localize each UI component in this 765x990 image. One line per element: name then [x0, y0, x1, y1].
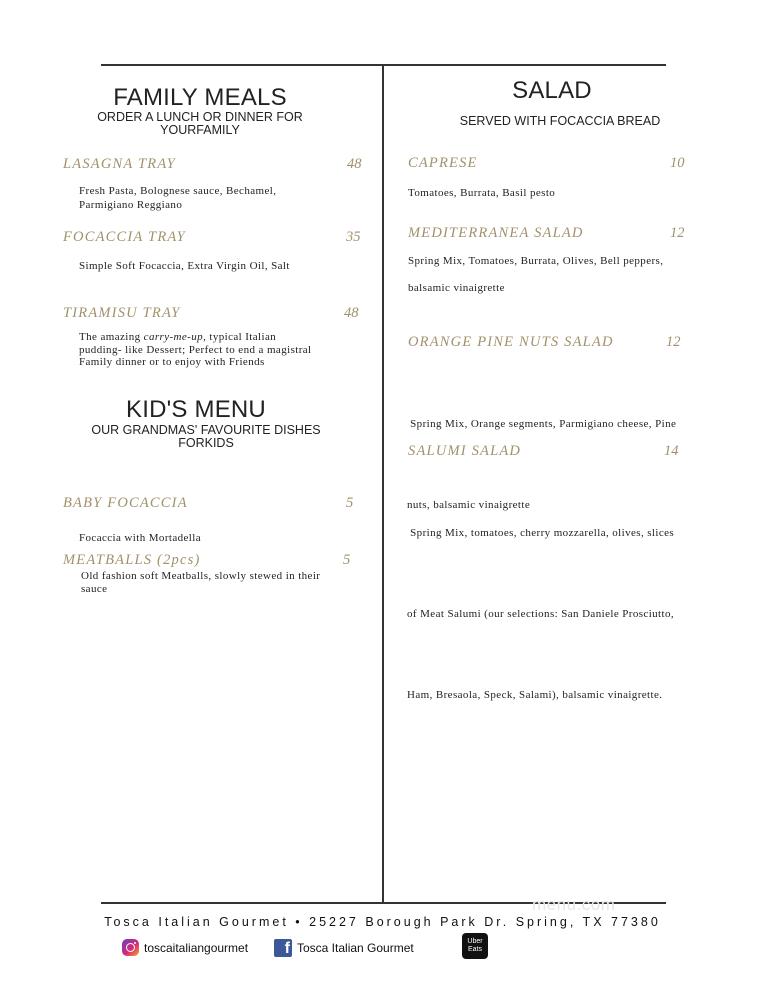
item-desc-line: Spring Mix, Tomatoes, Burrata, Olives, Bell peppers,: [408, 255, 664, 267]
item-desc-line: of Meat Salumi (our selections: San Daniele Prosciutto,: [407, 608, 675, 620]
watermark: menu.com: [532, 895, 616, 914]
item-desc-line: Family dinner or to enjoy with Friends: [79, 356, 265, 368]
item-desc-line: pudding- like Dessert; Perfect to end a magistral: [79, 343, 312, 356]
facebook-link[interactable]: [274, 939, 414, 957]
desc-text: The amazing: [79, 331, 144, 343]
item-desc-line: balsamic vinaigrette: [408, 282, 505, 294]
family-meals-subtitle: [80, 111, 320, 137]
family-meals-subtitle-line2: YOURFAMILY: [160, 123, 240, 137]
item-desc-line: Ham, Bresaola, Speck, Salami), balsamic vinaigrette.: [407, 689, 663, 701]
item-desc-lasagna-tray: [79, 184, 369, 212]
salad-subtitle: SERVED WITH FOCACCIA BREAD: [459, 114, 661, 128]
item-desc-line: Old fashion soft Meatballs, slowly stewed in their: [81, 570, 321, 582]
item-price-orange-pine-nuts-salad: 12: [666, 334, 681, 350]
salad-title: SALAD: [512, 77, 592, 104]
uber-eats-icon[interactable]: [462, 933, 488, 959]
item-desc-line: Spring Mix, Orange segments, Parmigiano cheese, Pine: [407, 418, 677, 430]
item-price-focaccia-tray: 35: [346, 229, 361, 245]
item-name-mediterranea-salad: MEDITERRANEA SALAD: [408, 225, 584, 241]
item-price-caprese: 10: [670, 155, 685, 171]
item-desc-line: Parmigiano Reggiano: [79, 199, 183, 211]
item-name-salumi-salad: SALUMI SALAD: [408, 443, 522, 459]
uber-eats-line2: Eats: [467, 946, 482, 953]
item-name-focaccia-tray: FOCACCIA TRAY: [63, 229, 186, 245]
kids-menu-subtitle-line2: FORKIDS: [178, 436, 234, 450]
item-desc-caprese: Tomatoes, Burrata, Basil pesto: [408, 187, 556, 199]
column-divider: [382, 64, 384, 904]
item-desc-meatballs: [81, 570, 377, 596]
item-desc-salumi-salad: [407, 466, 747, 736]
item-name-lasagna-tray: LASAGNA TRAY: [63, 156, 176, 172]
item-price-meatballs: 5: [343, 552, 351, 568]
desc-italic-text: carry-me-up: [143, 331, 204, 343]
item-name-orange-pine-nuts-salad: ORANGE PINE NUTS SALAD: [408, 334, 614, 350]
item-desc-line: Fresh Pasta, Bolognese sauce, Bechamel,: [79, 185, 277, 197]
item-desc-line: Spring Mix, tomatoes, cherry mozzarella, olives, slices: [407, 527, 675, 539]
item-price-lasagna-tray: 48: [347, 156, 362, 172]
item-price-salumi-salad: 14: [664, 443, 679, 459]
item-name-caprese: CAPRESE: [408, 155, 478, 171]
facebook-name: Tosca Italian Gourmet: [297, 941, 414, 955]
item-desc-line: sauce: [81, 583, 108, 595]
item-price-tiramisu-tray: 48: [344, 305, 359, 321]
uber-eats-line1: Uber: [467, 938, 483, 945]
item-desc-tiramisu-tray: [79, 331, 379, 369]
kids-menu-subtitle: [86, 424, 326, 450]
kids-menu-title: KID'S MENU: [126, 396, 266, 423]
item-desc-line: [79, 331, 379, 344]
item-name-baby-focaccia: BABY FOCACCIA: [63, 495, 188, 511]
kids-menu-subtitle-line1: OUR GRANDMAS' FAVOURITE DISHES: [91, 423, 321, 437]
item-name-meatballs: MEATBALLS (2pcs): [63, 552, 201, 568]
facebook-icon: f: [274, 939, 292, 957]
item-desc-line: nuts, balsamic vinaigrette: [407, 499, 531, 511]
item-desc-mediterranea-salad: [408, 248, 738, 302]
item-price-mediterranea-salad: 12: [670, 225, 685, 241]
instagram-icon: [122, 939, 139, 956]
item-name-tiramisu-tray: TIRAMISU TRAY: [63, 305, 181, 321]
family-meals-subtitle-line1: ORDER A LUNCH OR DINNER FOR: [97, 110, 303, 124]
item-desc-baby-focaccia: Focaccia with Mortadella: [79, 532, 202, 544]
family-meals-title: FAMILY MEALS: [113, 84, 287, 111]
footer-address: Tosca Italian Gourmet • 25227 Borough Park Dr. Spring, TX 77380: [104, 915, 661, 929]
instagram-handle: toscaitaliangourmet: [144, 940, 249, 955]
instagram-link[interactable]: [122, 939, 248, 956]
item-price-baby-focaccia: 5: [346, 495, 354, 511]
item-desc-focaccia-tray: Simple Soft Focaccia, Extra Virgin Oil, Salt: [79, 260, 290, 272]
desc-text: , typical Italian: [203, 331, 277, 343]
